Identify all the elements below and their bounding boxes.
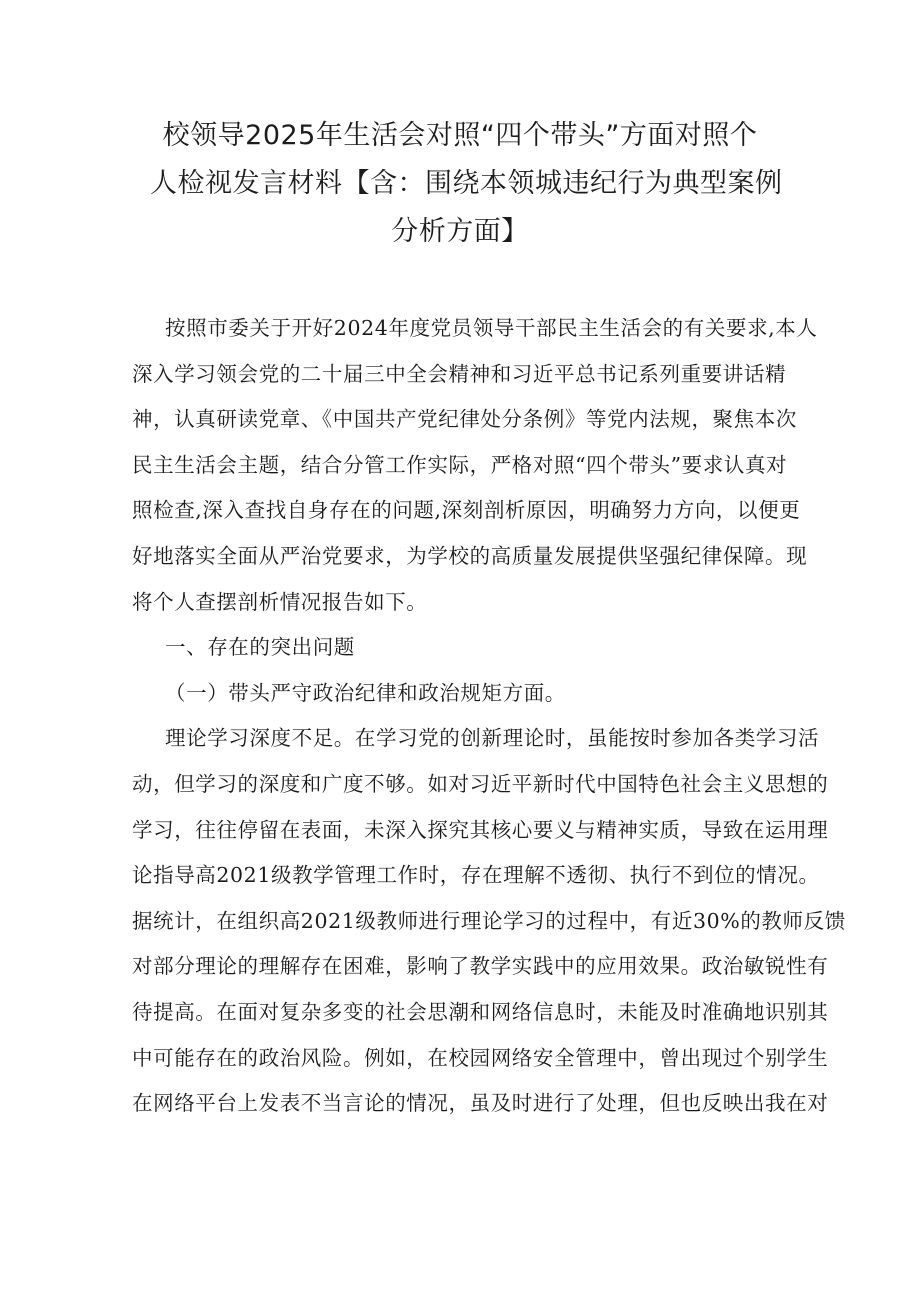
title-line: 人检视发言材料【含：围绕本领城违纪行为典型案例 (150, 168, 783, 199)
intro-line: 深入学习领会党的二十届三中全会精神和习近平总书记系列重要讲话精 (132, 361, 787, 386)
document-title (150, 112, 783, 256)
intro-line: 民主生活会主题，结合分管工作实际，严格对照“四个带头”要求认真对 (132, 452, 788, 477)
intro-line: 好地落实全面从严治党要求，为学校的高质量发展提供坚强纪律保障。现 (132, 543, 808, 568)
subsection-heading: （一）带头严守政治纪律和政治规矩方面。 (165, 680, 566, 705)
body-line: 对部分理论的理解存在困难，影响了教学实践中的应用效果。政治敏锐性有 (132, 954, 829, 979)
body-line: 待提高。在面对复杂多变的社会思潮和网络信息时，未能及时准确地识别其 (132, 999, 829, 1024)
intro-line: 将个人查摆剖析情况报告如下。 (132, 589, 428, 614)
section-heading: 一、存在的突出问题 (165, 635, 355, 660)
title-line: 分析方面】 (391, 216, 529, 247)
body-line: 理论学习深度不足。在学习党的创新理论时，虽能按时参加各类学习活 (165, 726, 820, 751)
body-line: 中可能存在的政治风险。例如，在校园网络安全管理中，曾出现过个别学生 (132, 1045, 829, 1070)
body-line: 在网络平台上发表不当言论的情况，虽及时进行了处理，但也反映出我在对 (132, 1091, 829, 1116)
body-line: 据统计，在组织高2021级教师进行理论学习的过程中，有近30%的教师反馈 (132, 908, 846, 933)
intro-line: 按照市委关于开好2024年度党员领导干部民主生活会的有关要求,本人 (165, 316, 818, 340)
body-line: 论指导高2021级教学管理工作时，存在理解不透彻、执行不到位的情况。 (132, 863, 820, 888)
document-body (132, 306, 846, 1127)
body-line: 动，但学习的深度和广度不够。如对习近平新时代中国特色社会主义思想的 (132, 771, 829, 796)
title-line: 校领导2025年生活会对照“四个带头”方面对照个 (162, 120, 758, 151)
intro-line: 神，认真研读党章、《中国共产党纪律处分条例》等党内法规，聚焦本次 (132, 407, 797, 432)
body-line: 学习，往往停留在表面，未深入探究其核心要义与精神实质，导致在运用理 (132, 817, 829, 842)
intro-line: 照检查,深入查找自身存在的问题,深刻剖析原因，明确努力方向，以便更 (132, 498, 801, 523)
